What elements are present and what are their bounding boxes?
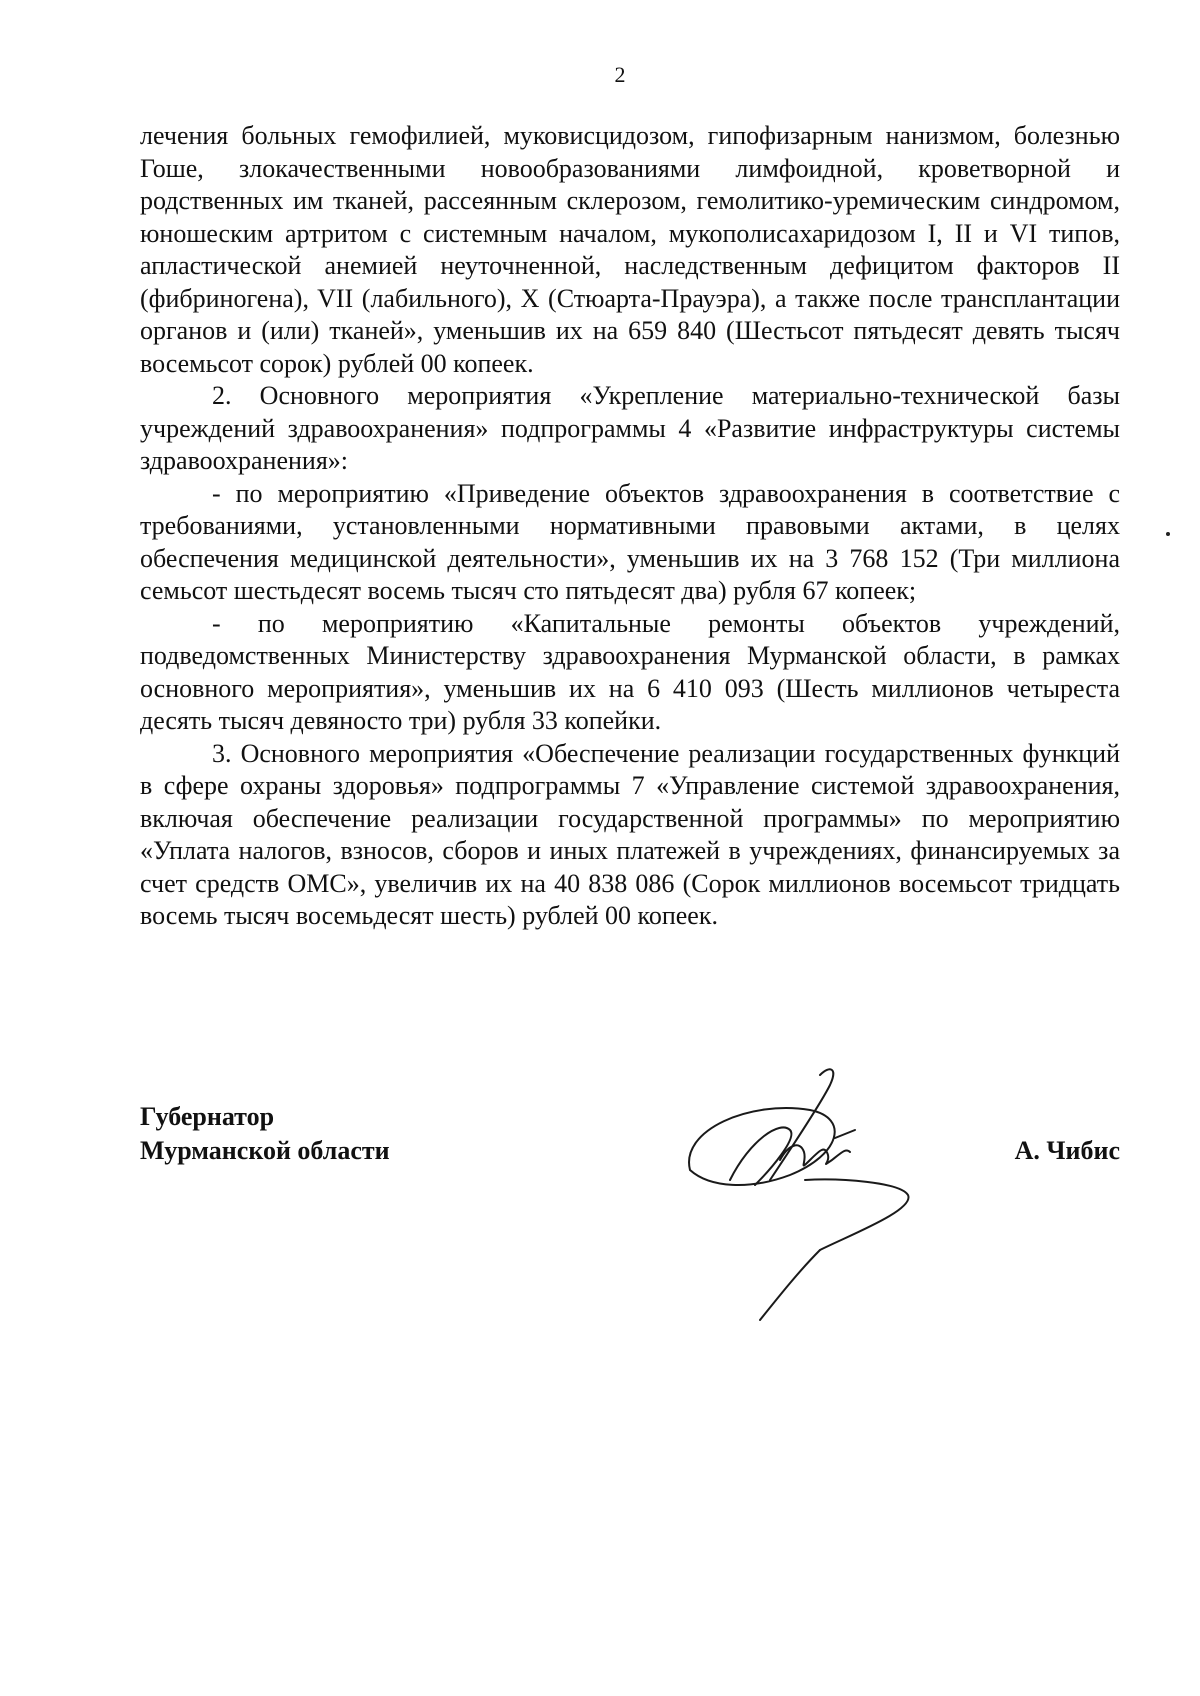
paragraph-item-2: 2. Основного мероприятия «Укрепление материально-технической базы учреждений здравоохранения» подпрограммы 4 «Развитие инфраструктуры системы здравоохранения»: bbox=[140, 381, 1120, 475]
paragraph-item-3: 3. Основного мероприятия «Обеспечение реализации государственных функций в сфере охраны здоровья» подпрограммы 7 «Управление системой здравоохранения, включая обеспечение реализации государственной программы» по мероприятию «Уплата налогов, взносов, сборов и иных платежей в учреждениях, финансируемых за счет средств ОМС», увеличив их на 40 838 086 (Сорок миллионов восемьсот тридцать восемь тысяч восемьдесят шесть) рублей 00 копеек. bbox=[140, 738, 1120, 930]
scan-speck bbox=[1166, 532, 1170, 536]
handwritten-signature bbox=[670, 1060, 970, 1340]
signatory-name: А. Чибис bbox=[1014, 1136, 1120, 1165]
signatory-title-line-1: Губернатор bbox=[140, 1102, 275, 1131]
signatory-title bbox=[140, 1100, 390, 1168]
paragraph-subitem-2: - по мероприятию «Капитальные ремонты объектов учреждений, подведомственных Министерству здравоохранения Мурманской области, в рамках основного мероприятия», уменьшив их на 6 410 093 (Шесть миллионов четыреста десять тысяч девяносто три) рубля 33 копейки. bbox=[140, 608, 1120, 735]
paragraph-subitem-1: - по мероприятию «Приведение объектов здравоохранения в соответствие с требованиями, установленными нормативными правовыми актами, в целях обеспечения медицинской деятельности», уменьшив их на 3 768 152 (Три миллиона семьсот шестьдесят восемь тысяч сто пятьдесят два) рубля 67 копеек; bbox=[140, 478, 1120, 605]
signatory-title-line-2: Мурманской области bbox=[140, 1136, 390, 1165]
page-number: 2 bbox=[614, 62, 626, 87]
document-body bbox=[140, 120, 1120, 933]
signature-block bbox=[140, 1100, 1120, 1300]
paragraph-continuation: лечения больных гемофилией, муковисцидозом, гипофизарным нанизмом, болезнью Гоше, злокачественными новообразованиями лимфоидной, кроветворной и родственных им тканей, рассеянным склерозом, гемолитико-уремическим синдромом, юношеским артритом с системным началом, мукополисахаридозом I, II и VI типов, апластической анемией неуточненной, наследственным дефицитом факторов II (фибриногена), VII (лабильного), X (Стюарта-Прауэра), а также после трансплантации органов и (или) тканей», уменьшив их на 659 840 (Шестьсот пятьдесят девять тысяч восемьсот сорок) рублей 00 копеек. bbox=[140, 121, 1120, 378]
